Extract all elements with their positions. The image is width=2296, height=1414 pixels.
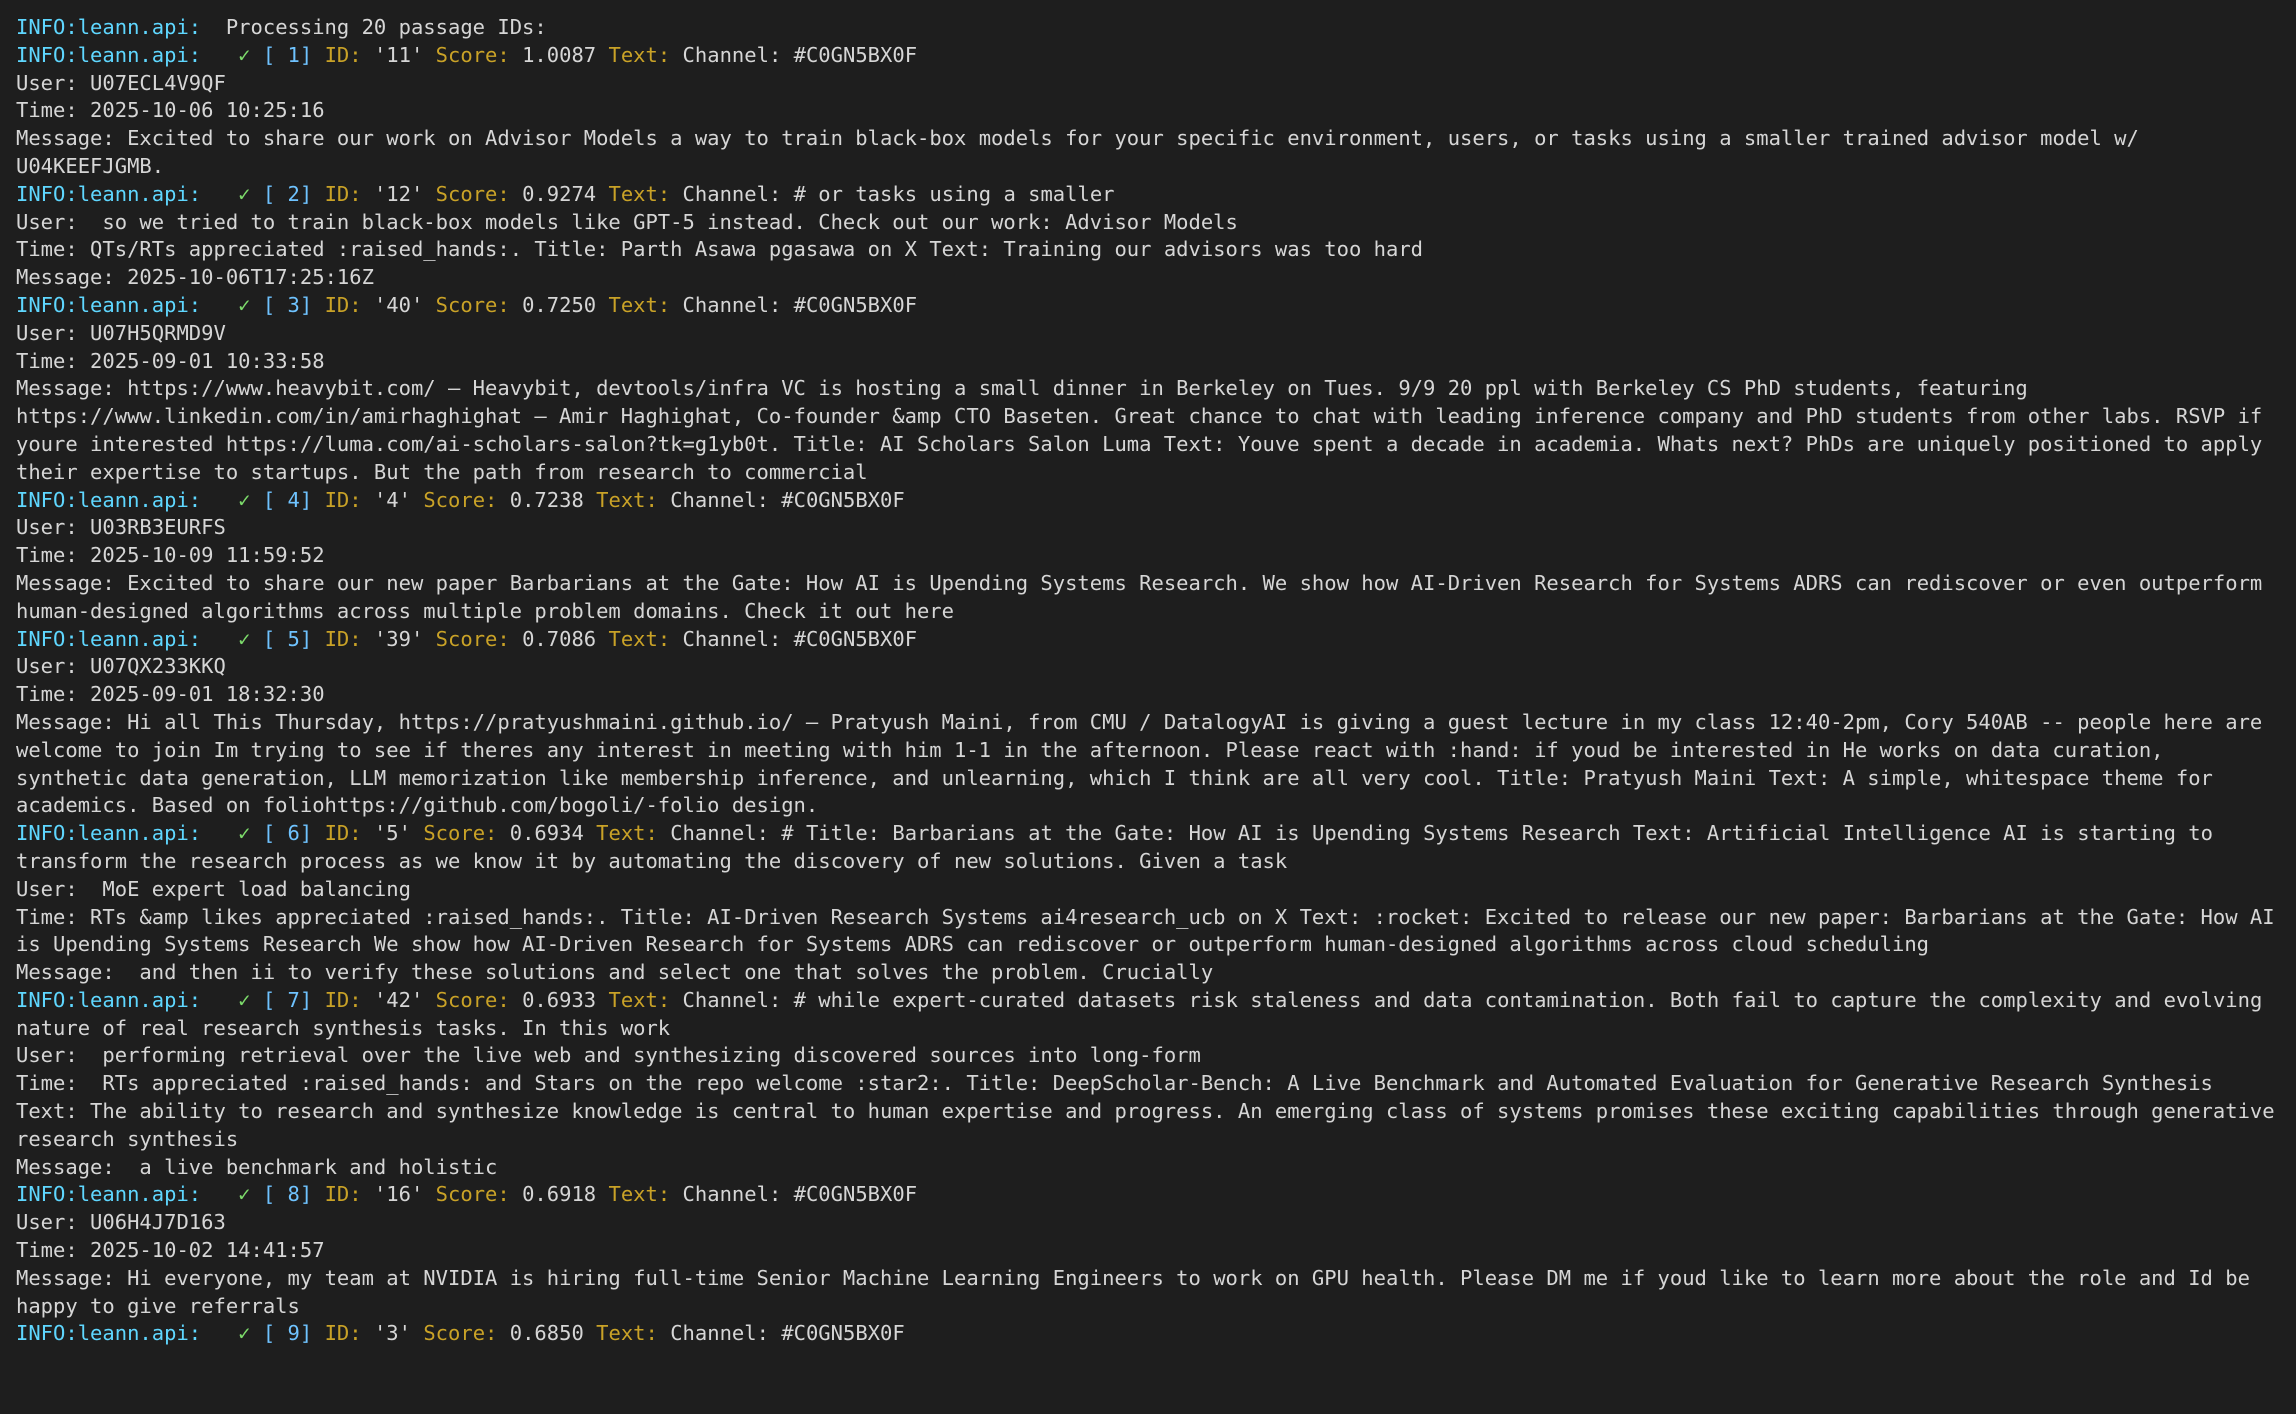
log-field-line bbox=[16, 1237, 2286, 1265]
log-result-line bbox=[16, 626, 2286, 654]
id-value: '11' bbox=[361, 42, 424, 67]
log-prefix: INFO:leann.api: bbox=[16, 987, 202, 1012]
id-value: '16' bbox=[361, 1182, 424, 1207]
log-field-line bbox=[16, 653, 2286, 681]
text-label: Text: bbox=[583, 1321, 658, 1346]
text-value: Channel: #C0GN5BX0F bbox=[670, 42, 918, 67]
score-label: Score: bbox=[423, 626, 510, 651]
log-result-line bbox=[16, 42, 2286, 70]
score-label: Score: bbox=[410, 487, 498, 512]
text-value: Channel: #C0GN5BX0F bbox=[670, 1182, 918, 1207]
field-label: Time: bbox=[16, 237, 78, 262]
field-value: QTs/RTs appreciated :raised_hands:. Title: Parth Asawa pgasawa on X Text: Training our advisors was too hard bbox=[77, 237, 1424, 262]
score-label: Score: bbox=[423, 1182, 510, 1207]
text-label: Text: bbox=[596, 987, 671, 1012]
log-prefix: INFO:leann.api: bbox=[16, 292, 202, 317]
score-label: Score: bbox=[410, 821, 498, 846]
log-field-line bbox=[16, 1209, 2286, 1237]
text-label: Text: bbox=[596, 181, 671, 206]
log-prefix: INFO:leann.api: bbox=[16, 1182, 202, 1207]
field-value: U03RB3EURFS bbox=[77, 515, 226, 540]
log-field-line bbox=[16, 876, 2286, 904]
score-value: 0.6933 bbox=[509, 987, 597, 1012]
field-value: so we tried to train black-box models like GPT-5 instead. Check out our work: Advisor Models bbox=[77, 209, 1238, 234]
id-label: ID: bbox=[312, 626, 362, 651]
id-label: ID: bbox=[312, 42, 362, 67]
log-result-line bbox=[16, 987, 2286, 1043]
log-prefix: INFO:leann.api: bbox=[16, 1321, 202, 1346]
log-field-line bbox=[16, 348, 2286, 376]
result-index: [ 3] bbox=[262, 292, 313, 317]
text-value: Channel: # while expert-curated datasets risk staleness and data contamination. Both fail to capture the complexity and evolving nature of real research synthesis tasks. In this work bbox=[16, 987, 2275, 1040]
log-field-line bbox=[16, 1265, 2286, 1321]
field-label: User: bbox=[16, 1043, 78, 1068]
field-value: Hi everyone, my team at NVIDIA is hiring full-time Senior Machine Learning Engineers to work on GPU health. Please DM me if youd like to learn more about the role and Id be happy to give referrals bbox=[16, 1265, 2263, 1318]
result-index: [ 1] bbox=[262, 42, 313, 67]
field-value: MoE expert load balancing bbox=[77, 876, 411, 901]
field-label: Message: bbox=[16, 1154, 115, 1179]
text-label: Text: bbox=[583, 821, 658, 846]
id-value: '5' bbox=[361, 821, 411, 846]
log-header-line bbox=[16, 14, 2286, 42]
field-label: Message: bbox=[16, 265, 115, 290]
result-index: [ 9] bbox=[262, 1321, 313, 1346]
text-label: Text: bbox=[596, 626, 671, 651]
field-value: Hi all This Thursday, https://pratyushmaini.github.io/ — Pratyush Maini, from CMU / DatalogyAI is giving a guest lecture in my class 12:40-2pm, Cory 540AB -- people here are welcome to join Im trying to see if theres any interest in meeting with him 1-1 in the afternoon. Please react with :hand: if youd be interested in He works on data curation, synthetic data generation, LLM memorization like membership inference, and unlearning, which I think are all very cool. Title: Pratyush Maini Text: A simple, whitespace theme for academics. Based on foliohttps://github.com/bogoli/-folio design. bbox=[16, 709, 2275, 818]
check-icon: ✓ bbox=[201, 42, 263, 67]
field-label: Message: bbox=[16, 570, 115, 595]
score-value: 0.6918 bbox=[509, 1182, 597, 1207]
field-label: Time: bbox=[16, 1071, 78, 1096]
check-icon: ✓ bbox=[201, 626, 263, 651]
check-icon: ✓ bbox=[201, 487, 263, 512]
field-label: User: bbox=[16, 515, 78, 540]
score-value: 1.0087 bbox=[509, 42, 597, 67]
field-label: Message: bbox=[16, 709, 115, 734]
field-label: Time: bbox=[16, 904, 78, 929]
id-label: ID: bbox=[312, 181, 362, 206]
log-field-line bbox=[16, 320, 2286, 348]
id-value: '4' bbox=[361, 487, 411, 512]
id-label: ID: bbox=[312, 292, 362, 317]
result-index: [ 6] bbox=[262, 821, 313, 846]
check-icon: ✓ bbox=[201, 181, 263, 206]
field-label: Time: bbox=[16, 543, 78, 568]
field-value: 2025-10-06 10:25:16 bbox=[77, 98, 325, 123]
result-index: [ 2] bbox=[262, 181, 313, 206]
field-value: Excited to share our work on Advisor Models a way to train black-box models for your specific environment, users, or tasks using a smaller trained advisor model w/ U04KEEFJGMB. bbox=[16, 126, 2152, 178]
check-icon: ✓ bbox=[201, 292, 263, 317]
text-label: Text: bbox=[596, 292, 671, 317]
text-value: Channel: # or tasks using a smaller bbox=[670, 181, 1115, 206]
id-label: ID: bbox=[312, 1182, 362, 1207]
log-field-line bbox=[16, 1042, 2286, 1070]
log-result-line bbox=[16, 487, 2286, 515]
log-result-line bbox=[16, 820, 2286, 876]
id-value: '12' bbox=[361, 181, 424, 206]
score-value: 0.7250 bbox=[509, 292, 597, 317]
text-value: Channel: #C0GN5BX0F bbox=[670, 626, 918, 651]
log-field-line bbox=[16, 125, 2286, 181]
field-value: 2025-10-06T17:25:16Z bbox=[114, 265, 374, 290]
field-value: U06H4J7D163 bbox=[77, 1210, 226, 1235]
result-index: [ 5] bbox=[262, 626, 313, 651]
field-label: Message: bbox=[16, 126, 115, 151]
field-value: and then ii to verify these solutions and select one that solves the problem. Crucially bbox=[114, 960, 1214, 985]
field-label: Message: bbox=[16, 1265, 115, 1290]
score-value: 0.7086 bbox=[509, 626, 597, 651]
score-label: Score: bbox=[410, 1321, 498, 1346]
log-result-line bbox=[16, 292, 2286, 320]
field-value: Excited to share our new paper Barbarians at the Gate: How AI is Upending Systems Research. We show how AI-Driven Research for Systems ADRS can rediscover or even outperform human-designed algorithms across multiple problem domains. Check it out here bbox=[16, 570, 2275, 623]
field-value: RTs &amp likes appreciated :raised_hands:. Title: AI-Driven Research Systems ai4research_ucb on X Text: :rocket: Excited to release our new paper: Barbarians at the Gate: How AI is Upending Systems Research We show how AI-Driven Research for Systems ADRS can rediscover or outperform human-designed algorithms across cloud scheduling bbox=[16, 904, 2287, 957]
field-label: Message: bbox=[16, 960, 115, 985]
id-value: '39' bbox=[361, 626, 424, 651]
log-field-line bbox=[16, 709, 2286, 820]
check-icon: ✓ bbox=[201, 821, 263, 846]
log-field-line bbox=[16, 209, 2286, 237]
log-field-line bbox=[16, 264, 2286, 292]
log-result-line bbox=[16, 181, 2286, 209]
log-field-line bbox=[16, 514, 2286, 542]
log-field-line bbox=[16, 681, 2286, 709]
score-label: Score: bbox=[423, 292, 510, 317]
text-value: Channel: # Title: Barbarians at the Gate: How AI is Upending Systems Research Text: Artificial Intelligence AI is starting to transform the research process as we know it by automating the discovery of new solutions. Given a task bbox=[16, 821, 2226, 873]
log-field-line bbox=[16, 904, 2286, 960]
text-value: Channel: #C0GN5BX0F bbox=[670, 292, 918, 317]
check-icon: ✓ bbox=[201, 987, 263, 1012]
field-label: Time: bbox=[16, 98, 78, 123]
field-label: User: bbox=[16, 876, 78, 901]
text-label: Text: bbox=[596, 42, 671, 67]
field-label: User: bbox=[16, 654, 78, 679]
field-value: U07ECL4V9QF bbox=[77, 70, 226, 95]
log-prefix: INFO:leann.api: bbox=[16, 821, 202, 846]
id-value: '3' bbox=[361, 1321, 411, 1346]
field-label: User: bbox=[16, 320, 78, 345]
text-value: Channel: #C0GN5BX0F bbox=[657, 1321, 905, 1346]
field-value: a live benchmark and holistic bbox=[114, 1154, 498, 1179]
field-value: 2025-10-09 11:59:52 bbox=[77, 543, 325, 568]
log-field-line bbox=[16, 97, 2286, 125]
id-label: ID: bbox=[312, 821, 362, 846]
log-field-line bbox=[16, 1154, 2286, 1182]
field-label: User: bbox=[16, 1210, 78, 1235]
log-field-line bbox=[16, 375, 2286, 486]
field-label: Time: bbox=[16, 682, 78, 707]
field-value: 2025-09-01 18:32:30 bbox=[77, 682, 325, 707]
field-value: performing retrieval over the live web and synthesizing discovered sources into long-form bbox=[77, 1043, 1201, 1068]
score-value: 0.6934 bbox=[497, 821, 584, 846]
field-label: User: bbox=[16, 209, 78, 234]
id-value: '40' bbox=[361, 292, 424, 317]
text-label: Text: bbox=[596, 1182, 671, 1207]
log-header-text: Processing 20 passage IDs: bbox=[201, 15, 547, 39]
field-label: Time: bbox=[16, 1238, 78, 1263]
score-label: Score: bbox=[423, 42, 510, 67]
field-value: RTs appreciated :raised_hands: and Stars on the repo welcome :star2:. Title: DeepScholar-Bench: A Live Benchmark and Automated Evaluation for Generative Research Synthesis Text: The ability to research and synthesize knowledge is central to human expertise and progress. An emerging class of systems promises these exciting capabilities through generative research synthesis bbox=[16, 1071, 2287, 1151]
check-icon: ✓ bbox=[201, 1321, 263, 1346]
check-icon: ✓ bbox=[201, 1182, 263, 1207]
text-label: Text: bbox=[583, 487, 658, 512]
id-value: '42' bbox=[361, 987, 424, 1012]
log-prefix: INFO:leann.api: bbox=[16, 15, 202, 39]
field-value: U07QX233KKQ bbox=[77, 654, 226, 679]
id-label: ID: bbox=[312, 487, 362, 512]
log-prefix: INFO:leann.api: bbox=[16, 626, 202, 651]
score-value: 0.7238 bbox=[497, 487, 584, 512]
field-value: https://www.heavybit.com/ — Heavybit, devtools/infra VC is hosting a small dinner in Berkeley on Tues. 9/9 20 ppl with Berkeley CS PhD students, featuring https://www.linkedin.com/in/amirhaghighat — Amir Haghighat, Co-founder &amp CTO Baseten. Great chance to chat with leading inference company and PhD students from other labs. RSVP if youre interested https://luma.com/ai-scholars-salon?tk=g1yb0t. Title: AI Scholars Salon Luma Text: Youve spent a decade in academia. Whats next? PhDs are uniquely positioned to apply their expertise to startups. But the path from research to commercial bbox=[16, 376, 2275, 484]
field-label: Time: bbox=[16, 348, 78, 373]
log-result-line bbox=[16, 1320, 2286, 1348]
result-index: [ 8] bbox=[262, 1182, 313, 1207]
field-value: 2025-10-02 14:41:57 bbox=[77, 1238, 325, 1263]
log-field-line bbox=[16, 959, 2286, 987]
score-value: 0.6850 bbox=[497, 1321, 584, 1346]
log-field-line bbox=[16, 542, 2286, 570]
log-field-line bbox=[16, 1070, 2286, 1153]
score-label: Score: bbox=[423, 181, 510, 206]
log-field-line bbox=[16, 236, 2286, 264]
score-label: Score: bbox=[423, 987, 510, 1012]
result-index: [ 7] bbox=[262, 987, 313, 1012]
log-field-line bbox=[16, 70, 2286, 98]
log-prefix: INFO:leann.api: bbox=[16, 487, 202, 512]
score-value: 0.9274 bbox=[509, 181, 597, 206]
field-value: 2025-09-01 10:33:58 bbox=[77, 348, 325, 373]
field-label: User: bbox=[16, 70, 78, 95]
id-label: ID: bbox=[312, 1321, 362, 1346]
log-prefix: INFO:leann.api: bbox=[16, 181, 202, 206]
text-value: Channel: #C0GN5BX0F bbox=[657, 487, 905, 512]
log-result-line bbox=[16, 1181, 2286, 1209]
log-field-line bbox=[16, 570, 2286, 626]
result-index: [ 4] bbox=[262, 487, 313, 512]
log-prefix: INFO:leann.api: bbox=[16, 42, 202, 67]
field-label: Message: bbox=[16, 376, 115, 401]
field-value: U07H5QRMD9V bbox=[77, 320, 226, 345]
id-label: ID: bbox=[312, 987, 362, 1012]
